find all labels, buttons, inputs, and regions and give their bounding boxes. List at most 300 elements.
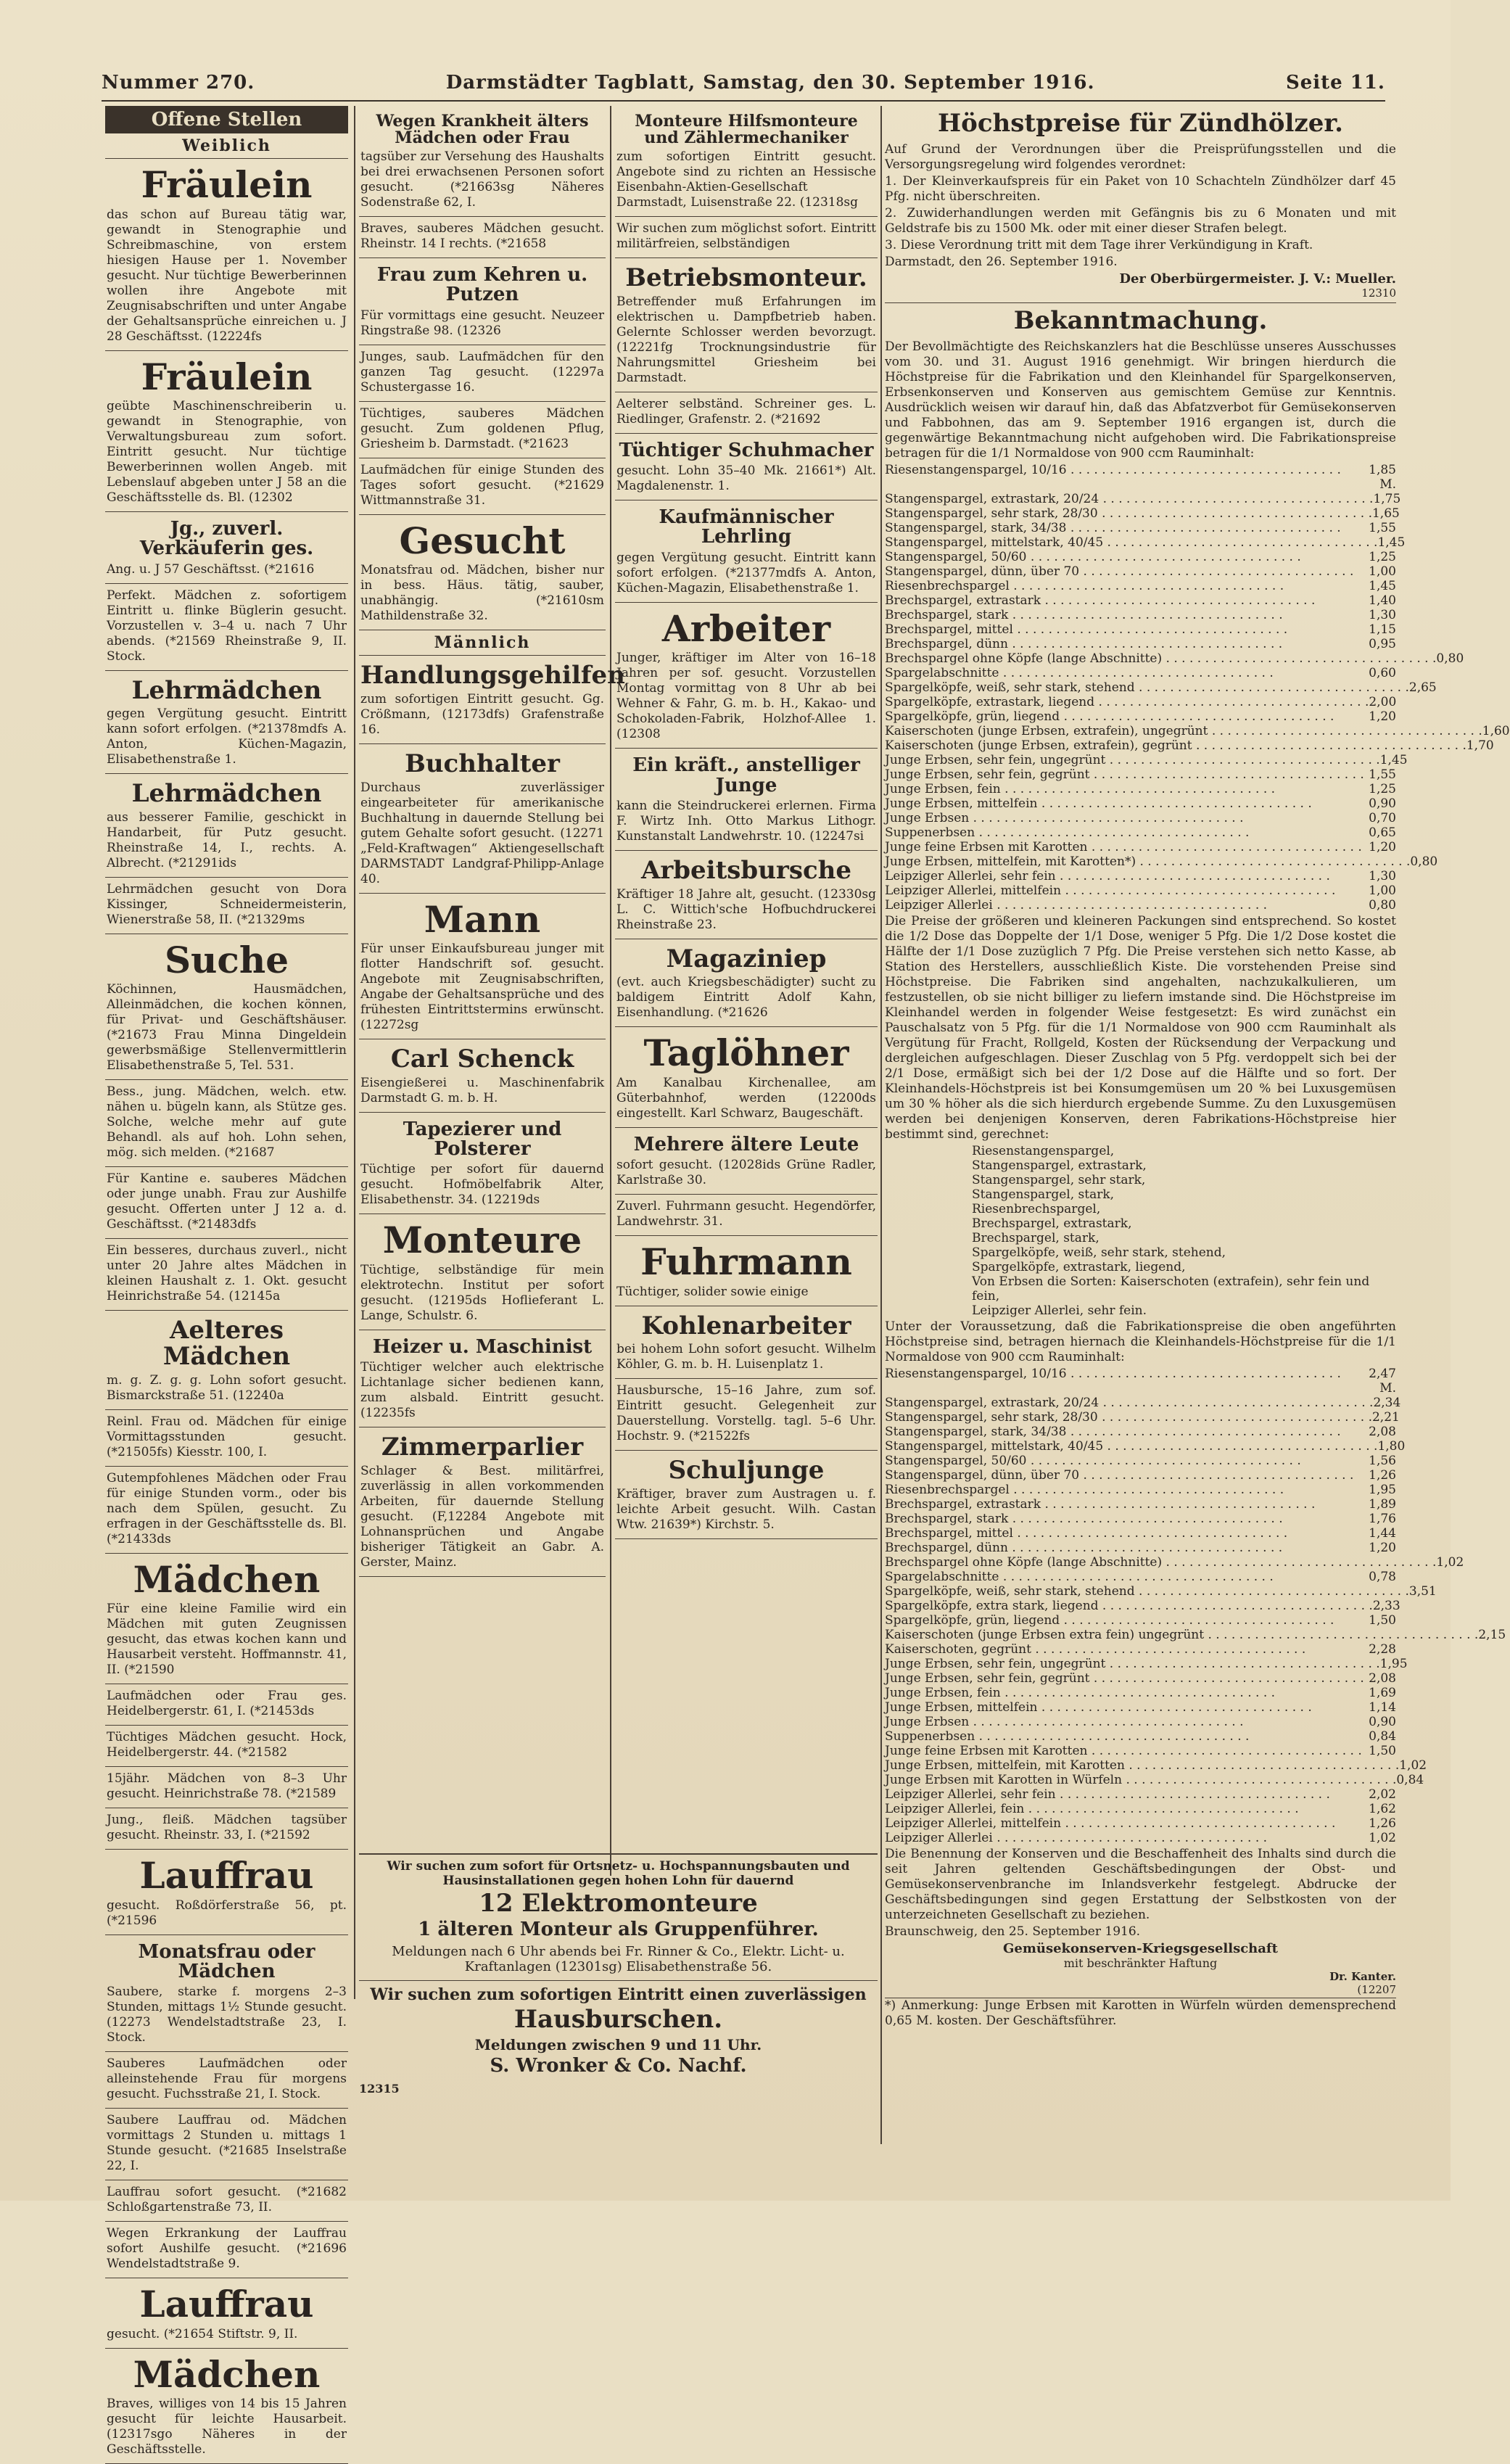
job-ad-body: Kräftiger 18 Jahre alt, gesucht. (12330sg L. C. Wittich'sche Hofbuchdruckerei Rheinstraße 23. (616, 886, 876, 932)
job-ad-body: Für Kantine e. sauberes Mädchen oder junge unabh. Frau zur Aushilfe gesucht. Offerten unter J 12 a. d. Geschäftsst. (*21483dfs (107, 1171, 347, 1232)
job-ad (359, 1113, 606, 1215)
price-item-value: 2,15 (1478, 1628, 1506, 1642)
electricians-ad (359, 1853, 878, 2145)
job-ad-body: gegen Vergütung gesucht. Eintritt kann sofort erfolgen. (*21377mdfs A. Anton, Küchen-Magazin, Elisabethenstraße 1. (616, 550, 876, 596)
price-item-name: Stangenspargel, mittelstark, 40/45 . . . (885, 535, 1377, 550)
retail-price-list (885, 1367, 1506, 1845)
job-ad (615, 1027, 878, 1128)
price-item-value: 2,00 (1369, 695, 1397, 709)
price-item-value: 1,80 (1377, 1439, 1406, 1454)
job-ad (105, 2278, 348, 2349)
issue-number: Nummer 270. (102, 72, 255, 94)
job-ad-title: Carl Schenck (390, 1044, 574, 1074)
job-ad (105, 1554, 348, 1685)
price-item-value: 1,45 (1377, 535, 1406, 550)
luxury-item: Stangenspargel, extrastark, (972, 1158, 1147, 1173)
job-ad-body: Ang. u. J 57 Geschäftsst. (*21616 (107, 561, 315, 577)
job-ad-body: m. g. Z. g. g. Lohn sofort gesucht. Bismarckstraße 51. (12240a (107, 1372, 347, 1403)
price-item-name: Spargelköpfe, extrastark, liegend . . . (885, 695, 1369, 709)
price-item-value: 1,30 (1369, 869, 1396, 883)
price-row (885, 506, 1400, 521)
price-row (885, 1700, 1396, 1715)
price-item-value: 0,60 (1369, 666, 1396, 680)
job-ad (105, 1726, 348, 1767)
price-item-value: 1,26 (1369, 1816, 1396, 1831)
job-ad (105, 351, 348, 513)
price-item-value: 3,51 (1408, 1584, 1437, 1599)
job-ad (615, 1306, 878, 1380)
header-rule (102, 100, 1385, 102)
announcement-sig-c: Dr. Kanter. (1329, 1970, 1396, 1983)
price-item-value: 1,75 (1373, 492, 1401, 506)
job-ad-body: Saubere Lauffrau od. Mädchen vormittags 2 Stunden u. mittags 1 Stunde gesucht. (*21685 Inselstraße 22, I. (107, 2113, 347, 2174)
price-item-name: Kaiserschoten, gegrünt . . . (885, 1642, 1353, 1657)
price-row (885, 1425, 1396, 1439)
job-ad (105, 159, 348, 351)
matches-signature: Der Oberbürgermeister. J. V.: Mueller. (1119, 271, 1396, 287)
matches-intro: Auf Grund der Verordnungen über die Preisprüfungsstellen und die Versorgungsregelung wird folgendes verordnet: (885, 142, 1396, 172)
job-ad-title: Lauffrau (139, 1854, 314, 1898)
job-ad-body: Wir suchen zum möglichst sofort. Eintritt militärfreien, selbständigen (616, 221, 876, 252)
job-ad-body: aus besserer Familie, geschickt in Handarbeit, für Putz gesucht. Rheinstraße 14, I., rechts. A. Albrecht. (*21291ids (107, 809, 347, 870)
price-row (885, 1831, 1396, 1845)
price-item-name: Leipziger Allerlei . . . (885, 898, 1353, 912)
job-ad-title: Magaziniер (666, 944, 827, 973)
job-ad (105, 671, 348, 775)
price-item-name: Kaiserschoten (junge Erbsen, extrafein), ungegrünt . . . (885, 724, 1482, 738)
price-item-value: 1,40 (1369, 593, 1396, 608)
job-ad-body: gesucht. Lohn 35–40 Mk. 21661*) Alt. Magdalenenstr. 1. (616, 463, 876, 494)
luxury-item: Leipziger Allerlei, sehr fein. (972, 1303, 1147, 1318)
price-row (885, 1729, 1396, 1744)
price-row (885, 463, 1396, 492)
price-item-name: Stangenspargel, extrastark, 20/24 . . . (885, 492, 1373, 506)
luxury-item: Stangenspargel, stark, (972, 1187, 1115, 1202)
job-ad-body: Gutempfohlenes Mädchen oder Frau für einige Stunden vorm., oder bis nach dem Spülen, gesucht. Zu erfragen in der Geschäftsstelle ds. Bl. (*21433ds (107, 1470, 347, 1546)
price-row (885, 680, 1437, 695)
price-row (885, 637, 1396, 651)
job-ad-body: Durchaus zuverlässiger eingearbeiteter für amerikanische Buchhaltung in dauernde Stellung bei gutem Gehalte sofort gesucht. (12271 „Feld-Kraftwagen“ Aktiengesellschaft DARMSTADT Landgraf-Philipp-Anlage 40. (360, 780, 604, 886)
job-ad-title: Fuhrmann (640, 1240, 852, 1284)
column-jobs-female (105, 106, 348, 2457)
job-ad-title: Zimmerparlier (381, 1433, 584, 1462)
price-row (885, 695, 1396, 709)
job-ad (105, 1311, 348, 1409)
price-item-name: Stangenspargel, sehr stark, 28/30 . . . (885, 506, 1372, 521)
retail-intro: Unter der Voraussetzung, daß die Fabrikationspreise die oben angeführten Höchstpreise sind, betragen hiernach die Kleinhandels-Höchstpreise für die 1/1 Normaldose von 900 ccm Rauminhalt: (885, 1319, 1396, 1364)
luxury-item: Von Erbsen die Sorten: Kaiserschoten (extrafein), sehr fein und fein, (972, 1274, 1370, 1303)
job-ad-body: Am Kanalbau Kirchenallee, am Güterbahnhof, werden (12200ds eingestellt. Karl Schwarz, Baugeschäft. (616, 1075, 876, 1121)
price-item-value: 1,45 (1379, 753, 1408, 767)
price-item-name: Brechspargel, mittel . . . (885, 622, 1353, 637)
job-ad (359, 1330, 606, 1427)
job-ad (105, 2349, 348, 2464)
job-ad-title: Mädchen (133, 2352, 321, 2396)
job-ad (105, 774, 348, 878)
price-item-value: 0,84 (1369, 1729, 1396, 1744)
job-ad (105, 1684, 348, 1726)
price-item-value: 0,70 (1369, 811, 1396, 825)
job-ad-title: Monteure (382, 1219, 582, 1262)
price-row (885, 811, 1396, 825)
job-ad-title: Tapezierer und Polsterer (403, 1118, 562, 1161)
job-ad-body: (evt. auch Kriegsbeschädigter) sucht zu baldigem Eintritt Adolf Kahn, Eisenhandlung. (*21626 (616, 975, 876, 1021)
job-ad-title: Jg., zuverl. Verkäuferin ges. (139, 518, 314, 560)
price-item-name: Stangenspargel, 50/60 . . . (885, 1454, 1353, 1468)
price-item-name: Junge Erbsen, mittelfein . . . (885, 1700, 1353, 1715)
price-item-name: Spargelköpfe, weiß, sehr stark, stehend . . . (885, 1584, 1409, 1599)
price-item-name: Junge Erbsen, fein . . . (885, 1686, 1353, 1700)
job-ad-title: Arbeitsbursche (640, 855, 852, 885)
price-item-name: Brechspargel, dünn . . . (885, 1541, 1353, 1555)
job-ad-body: Zuverl. Fuhrmann gesucht. Hegendörfer, Landwehrstr. 31. (616, 1199, 876, 1229)
price-item-name: Riesenstangenspargel, 10/16 . . . (885, 463, 1353, 492)
price-item-name: Spargelabschnitte . . . (885, 666, 1353, 680)
price-row (885, 593, 1396, 608)
price-item-name: Stangenspargel, extrastark, 20/24 . . . (885, 1396, 1373, 1410)
job-ad (105, 878, 348, 934)
price-item-value: 1,55 (1369, 767, 1396, 782)
price-item-value: 0,65 (1369, 825, 1396, 840)
price-item-value: 0,90 (1369, 1715, 1396, 1729)
job-ad (105, 1467, 348, 1554)
job-ad (105, 512, 348, 584)
job-ad-body: Tüchtiger, solider sowie einige (616, 1284, 809, 1299)
job-ad-body: 15jähr. Mädchen von 8–3 Uhr gesucht. Heinrichstraße 78. (*21589 (107, 1771, 347, 1802)
price-row (885, 1439, 1406, 1454)
job-ad (359, 1427, 606, 1577)
price-item-value: 1,70 (1466, 738, 1494, 753)
price-row (885, 521, 1396, 535)
job-ad (105, 1767, 348, 1808)
job-ad-body: Jung., fleiß. Mädchen tagsüber gesucht. Rheinstr. 33, I. (*21592 (107, 1813, 347, 1843)
matches-item: 3. Diese Verordnung tritt mit dem Tage ihrer Verkündigung in Kraft. (885, 238, 1313, 252)
price-item-value: 1,30 (1369, 608, 1396, 622)
price-item-value: 2,33 (1372, 1599, 1400, 1613)
price-item-value: 1,02 (1399, 1758, 1427, 1773)
job-ad-body: Für unser Einkaufsbureau junger mit flotter Handschrift sof. gesucht. Angebote mit Zeugnisabschriften, Angabe der Gehaltsansprüche und des frühesten Eintrittstermins erwünscht. (12272sg (360, 941, 604, 1033)
job-ad-body: zum sofortigen Eintritt gesucht. Gg. Crößmann, (12173dfs) Grafenstraße 16. (360, 691, 604, 737)
price-row (885, 651, 1464, 666)
job-ad-body: bei hohem Lohn sofort gesucht. Wilhelm Köhler, G. m. b. H. Luisenplatz 1. (616, 1342, 876, 1372)
price-item-name: Junge feine Erbsen mit Karotten . . . (885, 840, 1362, 854)
announcement-title: Bekanntmachung. (1013, 306, 1268, 335)
price-item-name: Stangenspargel, stark, 34/38 . . . (885, 521, 1353, 535)
price-row (885, 1541, 1396, 1555)
column-notices (885, 106, 1510, 2137)
announcement-footnote: *) Anmerkung: Junge Erbsen mit Karotten in Würfeln würden demensprechend 0,65 M. kosten. Der Geschäftsführer. (885, 1998, 1396, 2028)
job-ad-body: Schlager & Best. militärfrei, zuverlässig in allen vorkommenden Arbeiten, für dauernde Stellung gesucht. (F,12284 Angebote mit Lohnansprüchen und Angabe bisheriger Tätigkeit an Gabr. A. Gerster, Mainz. (360, 1463, 604, 1570)
job-ad-title: Aelteres Mädchen (162, 1316, 291, 1372)
price-item-name: Junge Erbsen, sehr fein, ungegrünt . . . (885, 1657, 1380, 1671)
job-ad-body: gesucht. (*21654 Stiftstr. 9, II. (107, 2326, 298, 2341)
price-row (885, 1657, 1408, 1671)
job-ad (615, 392, 878, 434)
price-item-value: 1,15 (1369, 622, 1396, 637)
job-ad (105, 1935, 348, 2053)
price-item-name: Brechspargel, mittel . . . (885, 1526, 1353, 1541)
porter-firm: S. Wronker & Co. Nachf. (490, 2054, 747, 2077)
announcement-sig-b: mit beschränkter Haftung (1063, 1956, 1218, 1970)
price-row (885, 883, 1396, 898)
price-item-value: 0,78 (1369, 1570, 1396, 1584)
price-item-name: Spargelabschnitte . . . (885, 1570, 1353, 1584)
price-item-name: Brechspargel, extrastark . . . (885, 593, 1353, 608)
job-ad-body: Tüchtige per sofort für dauernd gesucht. Hofmöbelfabrik Alter, Elisabethenstr. 34. (12219ds (360, 1162, 604, 1208)
job-ad (105, 584, 348, 671)
price-item-name: Junge Erbsen mit Karotten in Würfeln . . . (885, 1773, 1396, 1787)
price-row (885, 1744, 1396, 1758)
job-ad (359, 345, 606, 402)
luxury-item: Brechspargel, stark, (972, 1231, 1100, 1245)
announcement-intro: Der Bevollmächtigte des Reichskanzlers hat die Beschlüsse unseres Ausschusses vom 30. und 31. August 1916 genehmigt. Wir bringen hierdurch die Höchstpreise für die Fabrikation und den Kleinhandel für Spargelkonserven, Erbsenkonserven und Konserven aus gemischtem Gemüse zur Kenntnis. Ausdrücklich weisen wir darauf hin, daß das Abfatzverbot für Gemüsekonserven und Fabbohnen, das am 9. September 1916 ergangen ist, durch die gegenwärtige Bekanntmachung nicht aufgehoben wird. Die Fabrikationspreise betragen für die 1/1 Normaldose von 900 ccm Rauminhalt: (885, 339, 1396, 461)
price-item-name: Junge Erbsen, fein . . . (885, 782, 1353, 796)
job-ad-title: Ein kräft., anstelliger Junge (632, 754, 860, 796)
luxury-item: Brechspargel, extrastark, (972, 1216, 1132, 1231)
job-ad-title: Betriebsmonteur. (625, 263, 867, 293)
price-row (885, 492, 1401, 506)
job-ad-title: Kaufmännischer Lehrling (659, 506, 834, 548)
job-ad-title: Lehrmädchen (131, 779, 322, 809)
price-item-value: 2,08 (1369, 1671, 1396, 1686)
price-row (885, 854, 1438, 869)
electricians-intro: Wir suchen zum sofort für Ortsnetz- u. Hochspannungsbauten und Hausinstallationen gegen hohen Lohn für dauernd (387, 1859, 850, 1888)
matches-items (885, 174, 1396, 253)
porter-intro: Wir suchen zum sofortigen Eintritt einen zuverlässigen (359, 1980, 878, 2004)
job-ad (105, 1080, 348, 1167)
price-item-name: Brechspargel ohne Köpfe (lange Abschnitte) . . . (885, 651, 1436, 666)
job-ad (615, 500, 878, 603)
column-jobs-male (615, 106, 878, 1847)
price-item-value: 0,80 (1436, 651, 1464, 666)
price-row (885, 550, 1396, 564)
page-number: Seite 11. (1285, 72, 1385, 94)
price-item-value: 1,20 (1369, 1541, 1396, 1555)
job-ad (105, 1167, 348, 1239)
job-ad-title: Mann (424, 897, 541, 941)
matches-code: 12310 (885, 287, 1396, 303)
price-row (885, 1816, 1396, 1831)
job-ad-title: Fräulein (141, 163, 313, 206)
job-ad-body: Lehrmädchen gesucht von Dora Kissinger, Schneidermeisterin, Wienerstraße 58, II. (*21329ms (107, 881, 347, 927)
job-ad-title: Frau zum Kehren u. Putzen (376, 264, 588, 306)
job-ad-title: Handlungsgehilfen (360, 661, 625, 691)
price-item-name: Suppenerbsen . . . (885, 1729, 1353, 1744)
job-ad-body: Monatsfrau od. Mädchen, bisher nur in bess. Häus. tätig, sauber, unabhängig. (*21610sm Mathildenstraße 32. (360, 563, 604, 624)
price-row (885, 1454, 1396, 1468)
price-item-name: Junge Erbsen, sehr fein, gegrünt . . . (885, 767, 1364, 782)
job-ad-title: Gesucht (399, 519, 566, 562)
job-ad-body: Saubere, starke f. morgens 2–3 Stunden, mittags 1½ Stunde gesucht. (12273 Wendelstadtstraße 23, I. Stock. (107, 1985, 347, 2045)
banner-open-positions: Offene Stellen (105, 106, 348, 133)
price-row (885, 1671, 1396, 1686)
job-ad-body: Für eine kleine Familie wird ein Mädchen mit guten Zeugnissen gesucht, das etwas kochen kann und Hausarbeit versteht. Hoffmannstr. 41, II. (*21590 (107, 1602, 347, 1678)
job-ad-body: Braves, sauberes Mädchen gesucht. Rheinstr. 14 I rechts. (*21658 (360, 221, 604, 252)
job-ad-title: Kohlenarbeiter (641, 1311, 851, 1340)
job-ad (359, 458, 606, 515)
price-row (885, 782, 1396, 796)
price-row (885, 825, 1396, 840)
price-row (885, 767, 1396, 782)
price-row (885, 1483, 1396, 1497)
luxury-list (885, 1144, 1396, 1318)
column-rule-3 (880, 106, 882, 2144)
section-female: Weiblich (105, 133, 348, 159)
price-row (885, 1367, 1396, 1396)
price-item-value: 1,02 (1436, 1555, 1464, 1570)
job-ad-body: Perfekt. Mädchen z. sofortigem Eintritt u. flinke Büglerin gesucht. Vorzustellen v. 3–4 u. nach 7 Uhr abends. (*21569 Rheinstraße 9, II. Stock. (107, 588, 347, 664)
price-item-value: 1,00 (1369, 883, 1396, 898)
price-item-name: Brechspargel, dünn . . . (885, 637, 1353, 651)
job-ad-body: zum sofortigen Eintritt gesucht. Angebote sind zu richten an Hessische Eisenbahn-Aktien-Gesellschaft Darmstadt, Luisenstraße 22. (12318sg (616, 149, 876, 210)
price-item-name: Stangenspargel, mittelstark, 40/45 . . . (885, 1439, 1377, 1454)
announcement-sig-a: Gemüsekonserven-Kriegsgesellschaft (1003, 1941, 1278, 1956)
electricians-title: 12 Elektromonteure (479, 1889, 758, 1918)
announcement-middle: Die Preise der größeren und kleineren Packungen sind entsprechend. So kostet die 1/2 Dose das Doppelte der 1/1 Dose, weniger 5 Pfg. Die 1/2 Dose kostet die Hälfte der 1/1 Dose zuzüglich 7 Pfg. Die Preise verstehen sich netto Kasse, ab Station des Herstellers, ausschließlich Kiste. Die vorstehenden Preise sind Höchstpreise. Die Fabriken sind angehalten, nachzukalkulieren, um festzustellen, ob sie nicht billiger zu liefern imstande sind. Die Höchstpreise im Kleinhandel werden in folgender Weise festgesetzt: Es wird zunächst ein Pauschalsatz von 5 Pfg. für die 1/1 Normaldose von 900 ccm Rauminhalt als Vergütung für Fracht, Rollgeld, Kosten der Rücksendung der Verpackung und dergleichen aufgeschlagen. Dieser Zuschlag von 5 Pfg. verdoppelt sich bei der 2/1 Dose, ermäßigt sich bei der 1/2 Dose auf die Hälfte und so fort. Der Kleinhandels-Höchstpreis ist bei Konsumgemüsen um 20 % bei Luxusgemüsen um 30 % höher als die sich hierdurch ergebende Summe. Zu den Luxusgemüsen werden bei denjenigen Konserven, deren Fabrikations-Höchstpreise hier bestimmt sind, gerechnet: (885, 914, 1396, 1142)
price-item-value: 2,34 (1373, 1396, 1401, 1410)
job-ad-title: Suche (164, 938, 289, 981)
price-item-value: 0,80 (1410, 854, 1438, 869)
price-item-value: 1,56 (1369, 1454, 1396, 1468)
luxury-item: Spargelköpfe, extrastark, liegend, (972, 1260, 1186, 1274)
job-ad (105, 2109, 348, 2180)
job-ad (105, 1850, 348, 1935)
job-ad-title: Monatsfrau oder Mädchen (138, 1940, 315, 1983)
price-item-value: 1,20 (1369, 840, 1396, 854)
price-item-value: 1,14 (1369, 1700, 1396, 1715)
job-ad (105, 1808, 348, 1850)
price-item-value: 2,47 M. (1369, 1367, 1396, 1396)
price-item-value: 2,02 (1369, 1787, 1396, 1802)
factory-price-list (885, 463, 1510, 912)
price-item-value: 1,20 (1369, 709, 1396, 724)
job-ad (105, 1239, 348, 1311)
luxury-item: Riesenstangenspargel, (972, 1144, 1115, 1158)
price-item-name: Stangenspargel, stark, 34/38 . . . (885, 1425, 1353, 1439)
price-row (885, 1628, 1506, 1642)
job-ad-body: Junges, saub. Laufmädchen für den ganzen Tag gesucht. (12297a Schustergasse 16. (360, 349, 604, 395)
job-ad (105, 2222, 348, 2278)
price-item-name: Junge Erbsen, sehr fein, gegrünt . . . (885, 1671, 1364, 1686)
job-ad-body: Für vormittags eine gesucht. Neuzeer Ringstraße 98. (12326 (360, 308, 604, 338)
job-ad-title: Taglöhner (643, 1031, 849, 1075)
price-item-value: 0,84 (1396, 1773, 1424, 1787)
announcement-code: (12207 (1357, 1983, 1396, 1996)
job-ad-body: Sauberes Laufmädchen oder alleinstehende Frau für morgens gesucht. Fuchsstraße 21, I. Stock. (107, 2056, 347, 2102)
price-row (885, 1410, 1400, 1425)
luxury-item: Stangenspargel, sehr stark, (972, 1173, 1146, 1187)
price-item-value: 2,08 (1369, 1425, 1396, 1439)
price-row (885, 709, 1396, 724)
luxury-item: Spargelköpfe, weiß, sehr stark, stehend, (972, 1245, 1226, 1260)
job-ad-title: Mehrere ältere Leute (633, 1133, 859, 1155)
price-item-value: 1,26 (1369, 1468, 1396, 1483)
job-ad-body: Bess., jung. Mädchen, welch. etw. nähen u. bügeln kann, als Stütze ges. Solche, welche mehr auf gute Behandl. als auf hoh. Lohn sehen, mög. sich melden. (*21687 (107, 1084, 347, 1161)
price-item-name: Junge Erbsen . . . (885, 1715, 1353, 1729)
job-ad (615, 217, 878, 258)
price-item-value: 2,28 (1369, 1642, 1396, 1657)
price-row (885, 1468, 1396, 1483)
price-item-name: Riesenstangenspargel, 10/16 . . . (885, 1367, 1353, 1396)
price-item-name: Stangenspargel, dünn, über 70 . . . (885, 564, 1353, 579)
job-ad-body: Laufmädchen für einige Stunden des Tages sofort gesucht. (*21629 Wittmannstraße 31. (360, 462, 604, 508)
price-row (885, 724, 1510, 738)
luxury-item: Riesenbrechspargel, (972, 1202, 1101, 1216)
job-ad-body: Tüchtiges Mädchen gesucht. Hock, Heidelbergerstr. 44. (*21582 (107, 1730, 347, 1760)
job-ad (615, 1195, 878, 1236)
job-ad-body: gegen Vergütung gesucht. Eintritt kann sofort erfolgen. (*21378mdfs A. Anton, Küchen-Magazin, Elisabethenstraße 1. (107, 706, 347, 767)
job-ad (359, 402, 606, 458)
price-row (885, 1584, 1437, 1599)
job-ad-body: Tüchtiger welcher auch elektrische Lichtanlage sicher bedienen kann, zum alsbald. Eintritt gesucht. (12235fs (360, 1360, 604, 1421)
price-item-value: 1,95 (1379, 1657, 1408, 1671)
job-ad-body: Junger, kräftiger im Alter von 16–18 Jahren per sof. gesucht. Vorzustellen Montag vormittag von 8 Uhr ab bei Wehner & Fahr, G. m. b. H., Kakao- und Schokoladen-Fabrik, Holzhof-Allee 1. (12308 (616, 651, 876, 742)
price-item-name: Suppenerbsen . . . (885, 825, 1353, 840)
price-item-name: Brechspargel ohne Köpfe (lange Abschnitte) . . . (885, 1555, 1436, 1570)
porter-code: 12315 (359, 2082, 400, 2096)
price-row (885, 1787, 1396, 1802)
price-row (885, 796, 1396, 811)
price-item-name: Leipziger Allerlei, sehr fein . . . (885, 869, 1353, 883)
price-item-name: Riesenbrechspargel . . . (885, 1483, 1353, 1497)
job-ad-body: kann die Steindruckerei erlernen. Firma F. Wirtz Inh. Otto Markus Lithogr. Kunstanstalt Landwehrstr. 10. (12247si (616, 798, 876, 844)
job-ad-body: tagsüber zur Versehung des Haushalts bei drei erwachsenen Personen sofort gesucht. (*21663sg Näheres Sodenstraße 62, I. (360, 149, 604, 210)
price-item-name: Spargelköpfe, weiß, sehr stark, stehend . . . (885, 680, 1409, 695)
electricians-body: Meldungen nach 6 Uhr abends bei Fr. Rinner & Co., Elektr. Licht- u. Kraftanlagen (12301sg) Elisabethenstraße 56. (392, 1943, 845, 1974)
price-item-name: Junge Erbsen, mittelfein . . . (885, 796, 1353, 811)
job-ad-body: Braves, williges von 14 bis 15 Jahren gesucht für leichte Hausarbeit. (12317sgo Näheres in der Geschäftsstelle. (107, 2397, 347, 2457)
price-row (885, 869, 1396, 883)
price-row (885, 622, 1396, 637)
job-ad (105, 934, 348, 1081)
masthead-date: Darmstädter Tagblatt, Samstag, den 30. September 1916. (445, 72, 1095, 94)
price-row (885, 1599, 1400, 1613)
job-ad (615, 434, 878, 500)
price-item-name: Riesenbrechspargel . . . (885, 579, 1353, 593)
job-ad-body: gesucht. Roßdörferstraße 56, pt. (*21596 (107, 1898, 347, 1928)
price-item-value: 1,85 M. (1369, 463, 1396, 492)
price-item-value: 1,44 (1369, 1526, 1396, 1541)
matches-title: Höchstpreise für Zündhölzer. (938, 109, 1343, 138)
matches-item: 2. Zuwiderhandlungen werden mit Gefängnis bis zu 6 Monaten und mit Geldstrafe bis zu 1500 Mk. oder mit einer dieser Strafen belegt. (885, 206, 1396, 236)
job-ad (105, 2052, 348, 2109)
job-ad-title: Wegen Krankheit älters Mädchen oder Frau (376, 112, 589, 148)
job-ad-body: Lauffrau sofort gesucht. (*21682 Schloßgartenstraße 73, II. (107, 2185, 347, 2215)
job-ad (615, 939, 878, 1028)
price-item-value: 1,25 (1369, 550, 1396, 564)
price-item-name: Kaiserschoten (junge Erbsen, extrafein), gegrünt . . . (885, 738, 1466, 753)
job-ad-body: Eisengießerei u. Maschinenfabrik Darmstadt G. m. b. H. (360, 1075, 604, 1105)
price-row (885, 1526, 1396, 1541)
price-item-name: Leipziger Allerlei . . . (885, 1831, 1353, 1845)
job-ad-body: geübte Maschinenschreiberin u. gewandt in Stenographie, von Verwaltungsbureau zum sofort. Eintritt gesucht. Nur tüchtige Bewerberinnen wollen Angeb. mit Lebenslauf abgeben unter J 58 an die Geschäftsstelle ds. Bl. (12302 (107, 399, 347, 505)
price-item-value: 1,60 (1482, 724, 1510, 738)
job-ad-body: Hausbursche, 15–16 Jahre, zum sof. Eintritt gesucht. Gelegenheit zur Dauerstellung. Vorstellg. tagl. 5–6 Uhr. Hochstr. 9. (*21522fs (616, 1383, 876, 1444)
price-row (885, 840, 1396, 854)
price-item-name: Spargelköpfe, grün, liegend . . . (885, 1613, 1353, 1628)
porter-body: Meldungen zwischen 9 und 11 Uhr. (474, 2035, 762, 2053)
price-item-value: 1,89 (1369, 1497, 1396, 1512)
price-item-value: 1,02 (1369, 1831, 1396, 1845)
price-row (885, 579, 1396, 593)
price-item-name: Spargelköpfe, extra stark, liegend . . . (885, 1599, 1373, 1613)
electricians-subtitle: 1 älteren Monteur als Gruppenführer. (418, 1918, 819, 1940)
price-item-value: 0,80 (1369, 898, 1396, 912)
price-item-value: 1,50 (1369, 1613, 1396, 1628)
job-ad (359, 217, 606, 258)
job-ad-title: Heizer u. Maschinist (372, 1335, 593, 1358)
job-ad-body: Tüchtige, selbständige für mein elektrotechn. Institut per sofort gesucht. (12195ds Hoflieferant L. Lange, Schulstr. 6. (360, 1262, 604, 1323)
